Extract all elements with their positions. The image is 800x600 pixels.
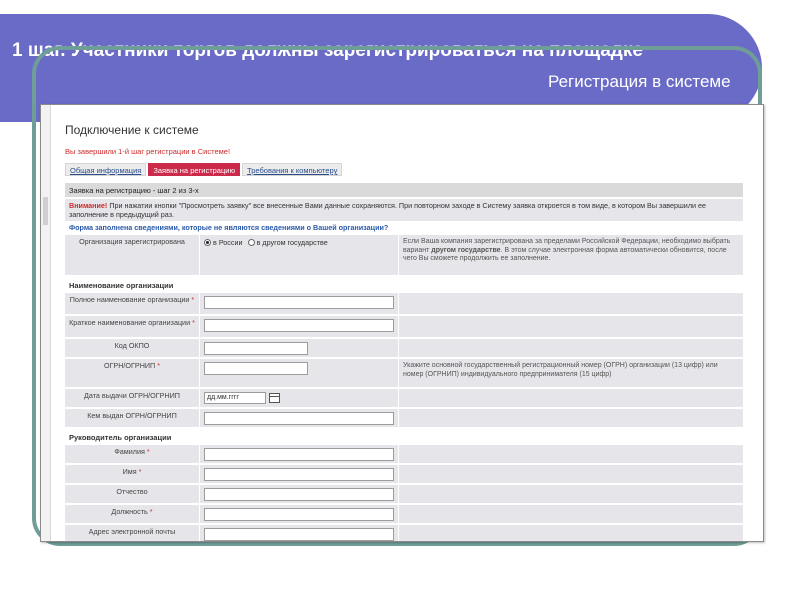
org-registered-hint [399, 235, 743, 275]
registration-form [65, 183, 743, 542]
last-name-input[interactable] [204, 448, 394, 461]
tab-computer-requirements[interactable]: Требования к компьютеру [242, 163, 342, 176]
row-email [65, 525, 743, 542]
not-your-org-link[interactable]: Форма заполнена сведениями, которые не являются сведениями о Вашей организации? [69, 223, 389, 232]
tab-bar [65, 163, 342, 177]
org-registered-options [200, 235, 398, 275]
row-ogrn-date [65, 389, 743, 407]
org-registered-label: Организация зарегистрирована [65, 235, 199, 275]
ogrn-issued-by-label: Кем выдан ОГРН/ОГРНИП [65, 409, 199, 427]
radio-russia[interactable] [204, 239, 211, 246]
short-name-input[interactable] [204, 319, 394, 332]
patronymic-label: Отчество [65, 485, 199, 503]
tab-general-info[interactable]: Общая информация [65, 163, 146, 176]
embedded-screenshot [40, 104, 764, 542]
email-label: Адрес электронной почты [65, 525, 199, 542]
row-short-name [65, 316, 743, 337]
warning-text: При нажатии кнопки "Просмотреть заявку" все внесенные Вами данные сохраняются. При повторном заходе в Систему заявка откроется в том виде, в котором Вы завершили ее заполнение в предыдущий раз. [69, 201, 707, 219]
warning-box [65, 199, 743, 221]
ogrn-date-input[interactable]: дд.мм.гггг [204, 392, 266, 404]
step-done-note: Вы завершили 1-й шаг регистрации в Системе! [65, 147, 231, 156]
ogrn-label: ОГРН/ОГРНИП * [65, 359, 199, 387]
ogrn-input[interactable] [204, 362, 308, 375]
scrollbar-thumb[interactable] [43, 197, 48, 225]
email-input[interactable] [204, 528, 394, 541]
section-org-name: Наименование организации [69, 281, 174, 290]
left-scrollbar[interactable] [41, 105, 51, 542]
patronymic-input[interactable] [204, 488, 394, 501]
row-last-name [65, 445, 743, 463]
calendar-icon[interactable] [269, 393, 280, 403]
page-title: Подключение к системе [65, 123, 199, 137]
ogrn-issued-by-input[interactable] [204, 412, 394, 425]
row-okpo [65, 339, 743, 357]
radio-russia-label: в России [213, 238, 243, 247]
position-input[interactable] [204, 508, 394, 521]
form-header: Заявка на регистрацию - шаг 2 из 3-х [65, 183, 743, 197]
radio-other-country-label: в другом государстве [256, 238, 328, 247]
slide-title: 1 шаг. Участники торгов должны зарегистрироваться на площадке [12, 40, 643, 61]
okpo-label: Код ОКПО [65, 339, 199, 357]
section-org-head: Руководитель организации [69, 433, 172, 442]
first-name-label: Имя * [65, 465, 199, 483]
row-ogrn [65, 359, 743, 387]
tab-registration-request[interactable]: Заявка на регистрацию [148, 163, 240, 176]
ogrn-date-label: Дата выдачи ОГРН/ОГРНИП [65, 389, 199, 407]
org-registered-hint-c: . В этом случае электронная форма автоматически обновится, после чего Вы сможете продолжить ее заполнение. [403, 246, 727, 262]
org-registered-row [65, 235, 743, 275]
row-position [65, 505, 743, 523]
position-label: Должность * [65, 505, 199, 523]
row-patronymic [65, 485, 743, 503]
org-registered-hint-b: другом государстве [431, 246, 501, 254]
last-name-label: Фамилия * [65, 445, 199, 463]
full-name-input[interactable] [204, 296, 394, 309]
warning-label: Внимание! [69, 201, 108, 210]
full-name-label: Полное наименование организации * [65, 293, 199, 314]
row-ogrn-issued-by [65, 409, 743, 427]
row-first-name [65, 465, 743, 483]
row-full-name [65, 293, 743, 314]
org-registered-hint-a: Если Ваша компания зарегистрирована за пределами Российской Федерации, необходимо выбрать вариант [403, 238, 731, 254]
slide-subtitle: Регистрация в системе [548, 72, 731, 91]
short-name-label: Краткое наименование организации * [65, 316, 199, 337]
radio-other-country[interactable] [248, 239, 255, 246]
ogrn-hint: Укажите основной государственный регистрационный номер (ОГРН) организации (13 цифр) или номер (ОГРНИП) индивидуального предпринимателя (15 цифр) [399, 359, 743, 387]
first-name-input[interactable] [204, 468, 394, 481]
okpo-input[interactable] [204, 342, 308, 355]
